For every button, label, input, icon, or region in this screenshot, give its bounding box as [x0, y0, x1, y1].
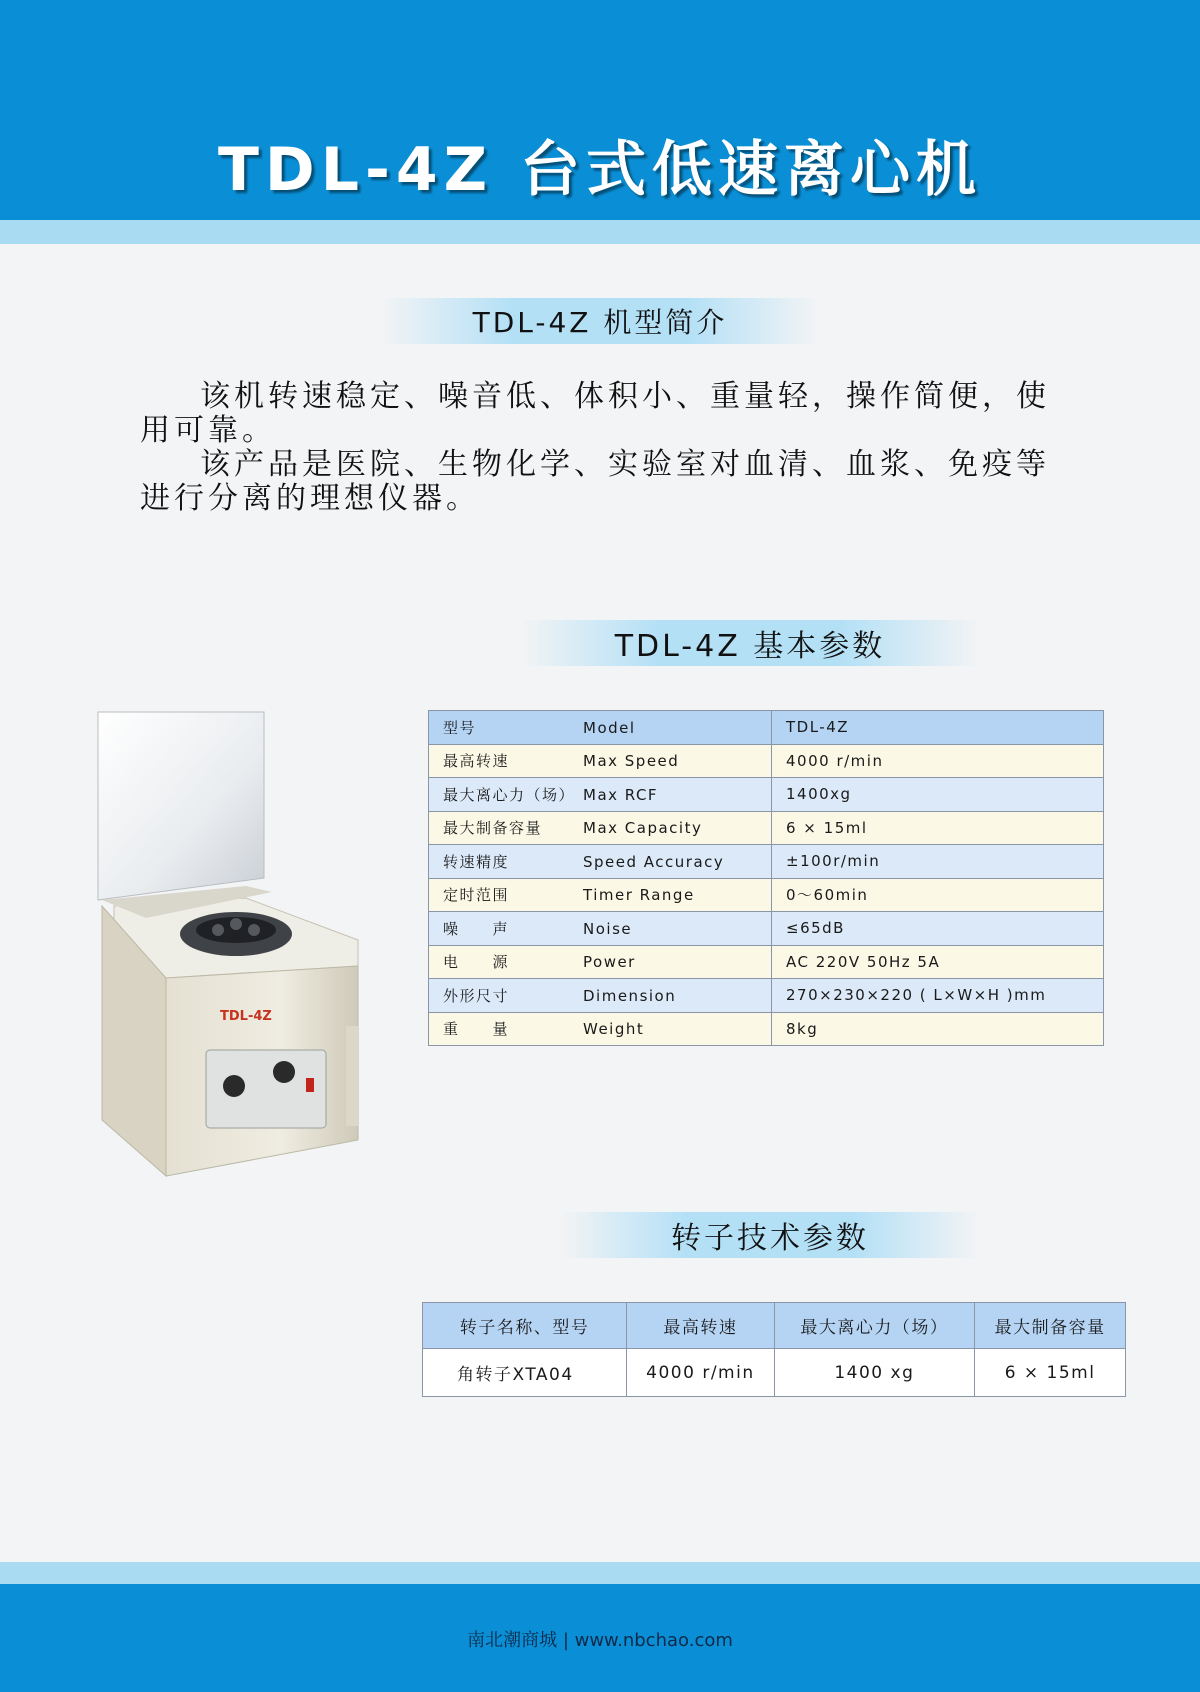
spec-row — [429, 945, 1104, 979]
spec-label-en: Max Speed — [583, 752, 680, 771]
spec-key — [429, 979, 772, 1013]
spec-value: 6 × 15ml — [772, 811, 1104, 845]
spec-row — [429, 711, 1104, 745]
intro-paragraph-2: 该产品是医院、生物化学、实验室对血清、血浆、免疫等进行分离的理想仪器。 — [140, 447, 1050, 516]
rotor-header-cell: 转子名称、型号 — [423, 1303, 627, 1349]
spec-label-en: Model — [583, 718, 636, 737]
centrifuge-photo — [96, 710, 386, 1180]
rotor-table — [422, 1302, 1126, 1397]
rotor-cell: 6 × 15ml — [975, 1349, 1126, 1397]
spec-value: AC 220V 50Hz 5A — [772, 945, 1104, 979]
spec-key — [429, 744, 772, 778]
spec-value: 8kg — [772, 1012, 1104, 1046]
spec-label-en: Timer Range — [583, 886, 695, 905]
spec-label-zh: 外形尺寸 — [443, 986, 510, 1005]
spec-row — [429, 845, 1104, 879]
rotor-row — [423, 1349, 1126, 1397]
spec-label-zh: 转速精度 — [443, 852, 510, 871]
spec-label-zh: 最大制备容量 — [443, 819, 543, 838]
spec-key — [429, 711, 772, 745]
spec-value: 0～60min — [772, 878, 1104, 912]
spec-key — [429, 845, 772, 879]
spec-row — [429, 979, 1104, 1013]
spec-label-zh: 电 源 — [443, 953, 510, 972]
spec-label-en: Weight — [583, 1020, 645, 1039]
spec-key — [429, 811, 772, 845]
spec-label-zh: 噪 声 — [443, 919, 510, 938]
spec-row — [429, 1012, 1104, 1046]
spec-label-en: Power — [583, 953, 636, 972]
intro-paragraph-1: 该机转速稳定、噪音低、体积小、重量轻，操作简便，使用可靠。 — [140, 379, 1050, 448]
spec-value: 4000 r/min — [772, 744, 1104, 778]
spec-value: 1400xg — [772, 778, 1104, 812]
spec-label-en: Max RCF — [583, 785, 659, 804]
spec-row — [429, 878, 1104, 912]
spec-value: 270×230×220 ( L×W×H )mm — [772, 979, 1104, 1013]
spec-value: TDL-4Z — [772, 711, 1104, 745]
footer-stripe — [0, 1562, 1200, 1584]
spec-key — [429, 1012, 772, 1046]
intro-heading: TDL-4Z 机型简介 — [380, 298, 820, 344]
rotor-cell: 4000 r/min — [627, 1349, 774, 1397]
rotor-cell: 1400 xg — [774, 1349, 975, 1397]
spec-label-zh: 最高转速 — [443, 752, 510, 771]
params-heading: TDL-4Z 基本参数 — [520, 620, 980, 666]
intro-text — [140, 380, 1070, 516]
spec-row — [429, 744, 1104, 778]
spec-key — [429, 778, 772, 812]
page-title: TDL-4Z 台式低速离心机 — [217, 135, 982, 205]
spec-value: ±100r/min — [772, 845, 1104, 879]
footer-text: 南北潮商城 | www.nbchao.com — [467, 1630, 733, 1651]
spec-label-en: Max Capacity — [583, 819, 703, 838]
rotor-heading: 转子技术参数 — [560, 1212, 980, 1258]
rotor-header-cell: 最高转速 — [627, 1303, 774, 1349]
device-label: TDL-4Z — [220, 1009, 272, 1024]
spec-label-en: Dimension — [583, 986, 677, 1005]
spec-label-en: Noise — [583, 919, 633, 938]
spec-key — [429, 945, 772, 979]
header-stripe — [0, 220, 1200, 244]
rotor-header-cell: 最大制备容量 — [975, 1303, 1126, 1349]
spec-label-zh: 定时范围 — [443, 886, 510, 905]
spec-label-en: Speed Accuracy — [583, 852, 725, 871]
rotor-cell: 角转子XTA04 — [423, 1349, 627, 1397]
rotor-header-cell: 最大离心力（场） — [774, 1303, 975, 1349]
spec-row — [429, 778, 1104, 812]
spec-table — [428, 710, 1104, 1046]
spec-value: ≤65dB — [772, 912, 1104, 946]
spec-label-zh: 最大离心力（场） — [443, 785, 576, 804]
spec-row — [429, 811, 1104, 845]
spec-key — [429, 912, 772, 946]
spec-key — [429, 878, 772, 912]
spec-label-zh: 重 量 — [443, 1020, 510, 1039]
spec-row — [429, 912, 1104, 946]
spec-label-zh: 型号 — [443, 718, 477, 737]
